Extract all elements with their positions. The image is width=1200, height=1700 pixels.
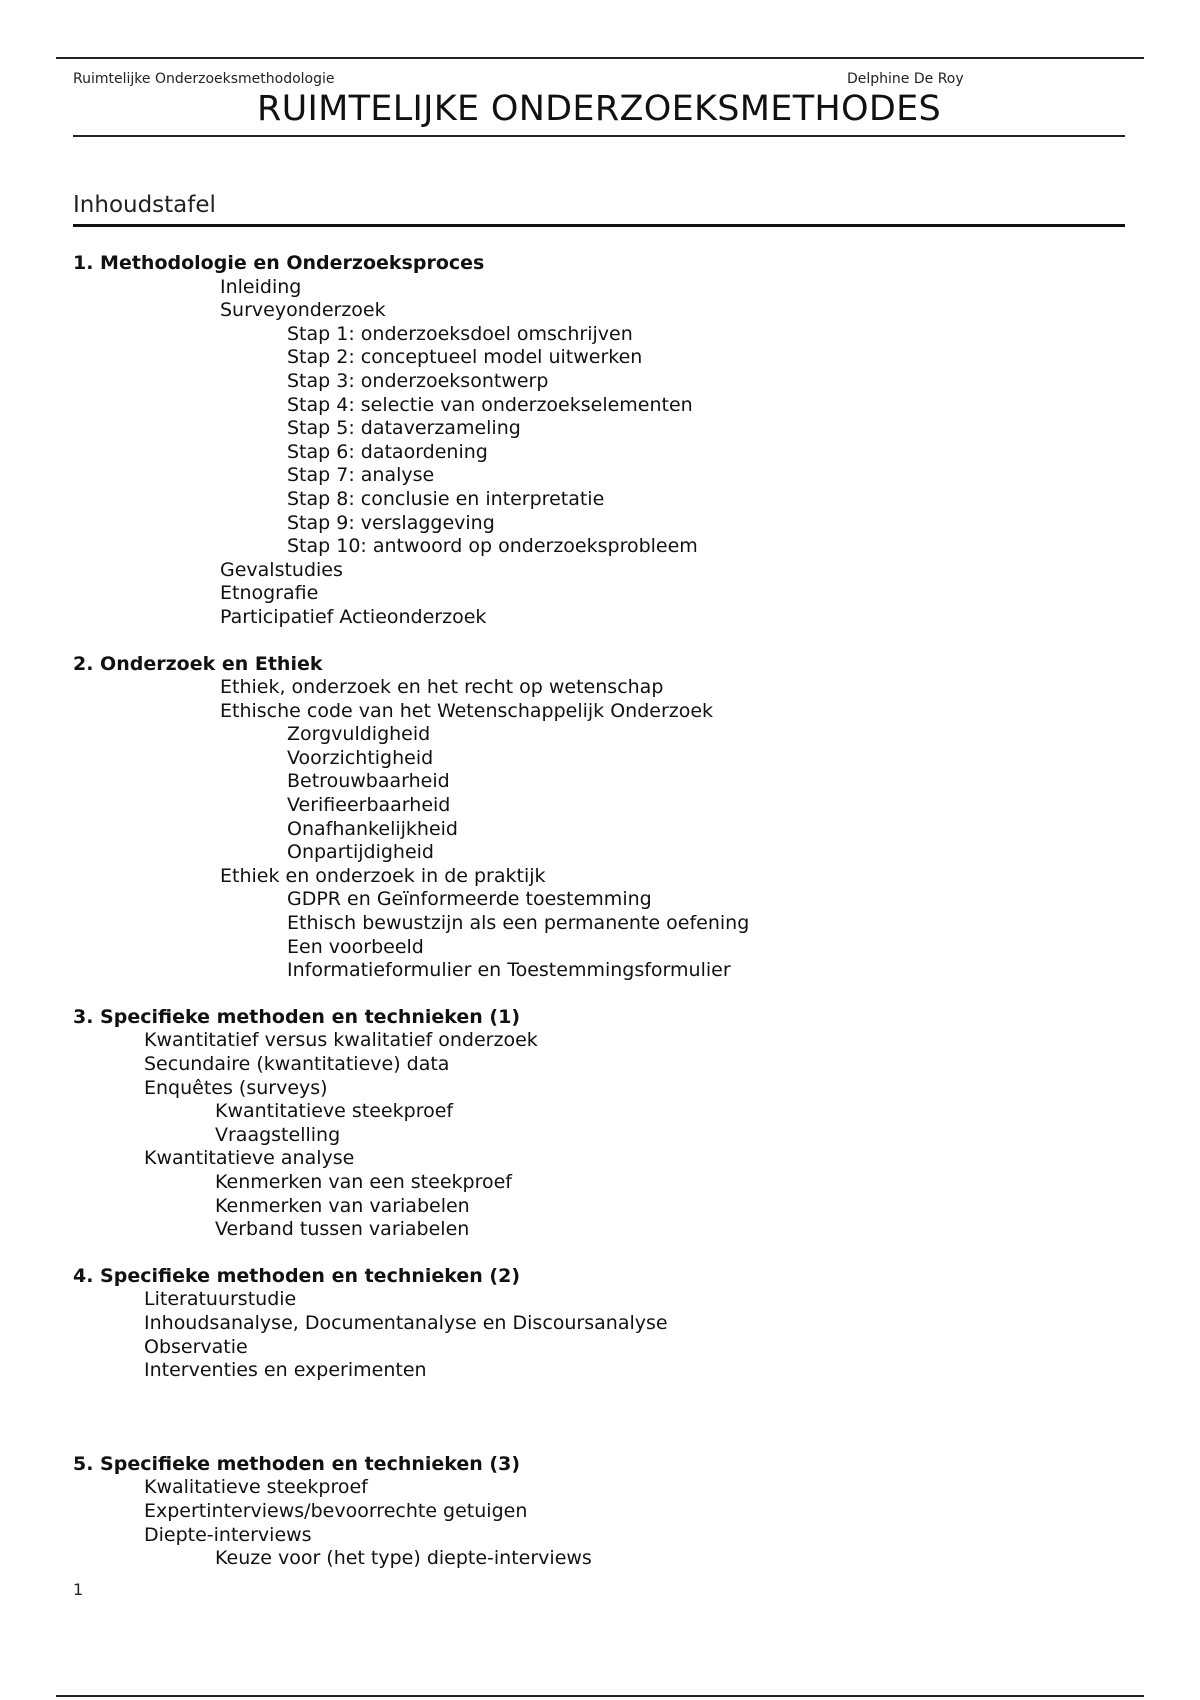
toc-heading: Inhoudstafel [73,192,216,218]
toc-entry: Ethiek en onderzoek in de praktijk [220,864,546,887]
table-of-contents [73,252,1125,1571]
toc-entry: Ethische code van het Wetenschappelijk Onderzoek [220,699,714,722]
toc-entry: Ethiek, onderzoek en het recht op wetenschap [220,676,664,699]
toc-subentry: Betrouwbaarheid [287,770,450,793]
toc-entry: Interventies en experimenten [144,1359,427,1382]
section-spacer [73,630,1125,653]
toc-subentry: Voorzichtigheid [287,746,434,769]
document-title: RUIMTELIJKE ONDERZOEKSMETHODES [256,89,942,129]
toc-entry: Kwalitatieve steekproef [144,1476,368,1499]
toc-subentry: Verband tussen variabelen [215,1218,470,1241]
toc-entry: Expertinterviews/bevoorrechte getuigen [144,1499,528,1522]
toc-entry: Kwantitatieve analyse [144,1147,355,1170]
toc-entry: Enquêtes (surveys) [144,1076,328,1099]
toc-subentry: Kwantitatieve steekproef [215,1100,454,1123]
toc-subentry: Stap 8: conclusie en interpretatie [287,487,605,510]
toc-entry: Gevalstudies [220,558,343,581]
section-spacer [73,1383,1125,1453]
toc-entry: Literatuurstudie [144,1288,297,1311]
toc-entry: Surveyonderzoek [220,299,386,322]
header-course: Ruimtelijke Onderzoeksmethodologie [73,71,335,87]
toc-subentry: Vraagstelling [215,1123,341,1146]
toc-subentry: Onpartijdigheid [287,841,434,864]
toc-section-title: 4. Specifieke methoden en technieken (2) [73,1264,521,1287]
toc-subentry: Kenmerken van variabelen [215,1194,470,1217]
toc-subentry: Stap 3: onderzoeksontwerp [287,369,549,392]
toc-subentry: Stap 5: dataverzameling [287,417,521,440]
toc-subentry: Verifieerbaarheid [287,794,451,817]
toc-subentry: Zorgvuldigheid [287,723,431,746]
toc-entry: Diepte-interviews [144,1523,312,1546]
toc-subentry: Stap 1: onderzoeksdoel omschrijven [287,322,633,345]
toc-entry: Inhoudsanalyse, Documentanalyse en Discoursanalyse [144,1311,668,1334]
toc-subentry: Stap 7: analyse [287,464,435,487]
toc-entry: Kwantitatief versus kwalitatief onderzoek [144,1029,538,1052]
toc-section-title: 5. Specifieke methoden en technieken (3) [73,1452,521,1475]
toc-entry: Participatief Actieonderzoek [220,605,487,628]
header-author: Delphine De Roy [847,71,964,87]
toc-entry: Inleiding [220,275,302,298]
toc-section-title: 2. Onderzoek en Ethiek [73,652,323,675]
page-top-rule [56,57,1144,59]
toc-subentry: Kenmerken van een steekproef [215,1170,512,1193]
toc-entry: Etnografie [220,582,319,605]
toc-subentry: Stap 4: selectie van onderzoekselementen [287,393,693,416]
toc-subentry: Keuze voor (het type) diepte-interviews [215,1547,592,1570]
toc-subentry: Een voorbeeld [287,935,424,958]
toc-entry: Observatie [144,1335,248,1358]
toc-subentry: Stap 6: dataordening [287,440,488,463]
page-number: 1 [73,1580,84,1599]
toc-subentry: GDPR en Geïnformeerde toestemming [287,888,652,911]
toc-subentry: Stap 9: verslaggeving [287,511,495,534]
toc-subentry: Stap 2: conceptueel model uitwerken [287,346,643,369]
section-spacer [73,1242,1125,1265]
toc-subentry: Informatieformulier en Toestemmingsformulier [287,959,731,982]
toc-subentry: Onafhankelijkheid [287,817,458,840]
toc-heading-rule [73,224,1125,227]
toc-entry: Secundaire (kwantitatieve) data [144,1053,450,1075]
page-bottom-rule [56,1695,1144,1697]
section-spacer [73,983,1125,1006]
toc-subentry: Stap 10: antwoord op onderzoeksprobleem [287,535,698,558]
toc-subentry: Ethisch bewustzijn als een permanente oefening [287,912,750,935]
toc-section-title: 1. Methodologie en Onderzoeksproces [73,252,485,274]
title-rule [73,135,1125,137]
toc-section-title: 3. Specifieke methoden en technieken (1) [73,1005,521,1028]
